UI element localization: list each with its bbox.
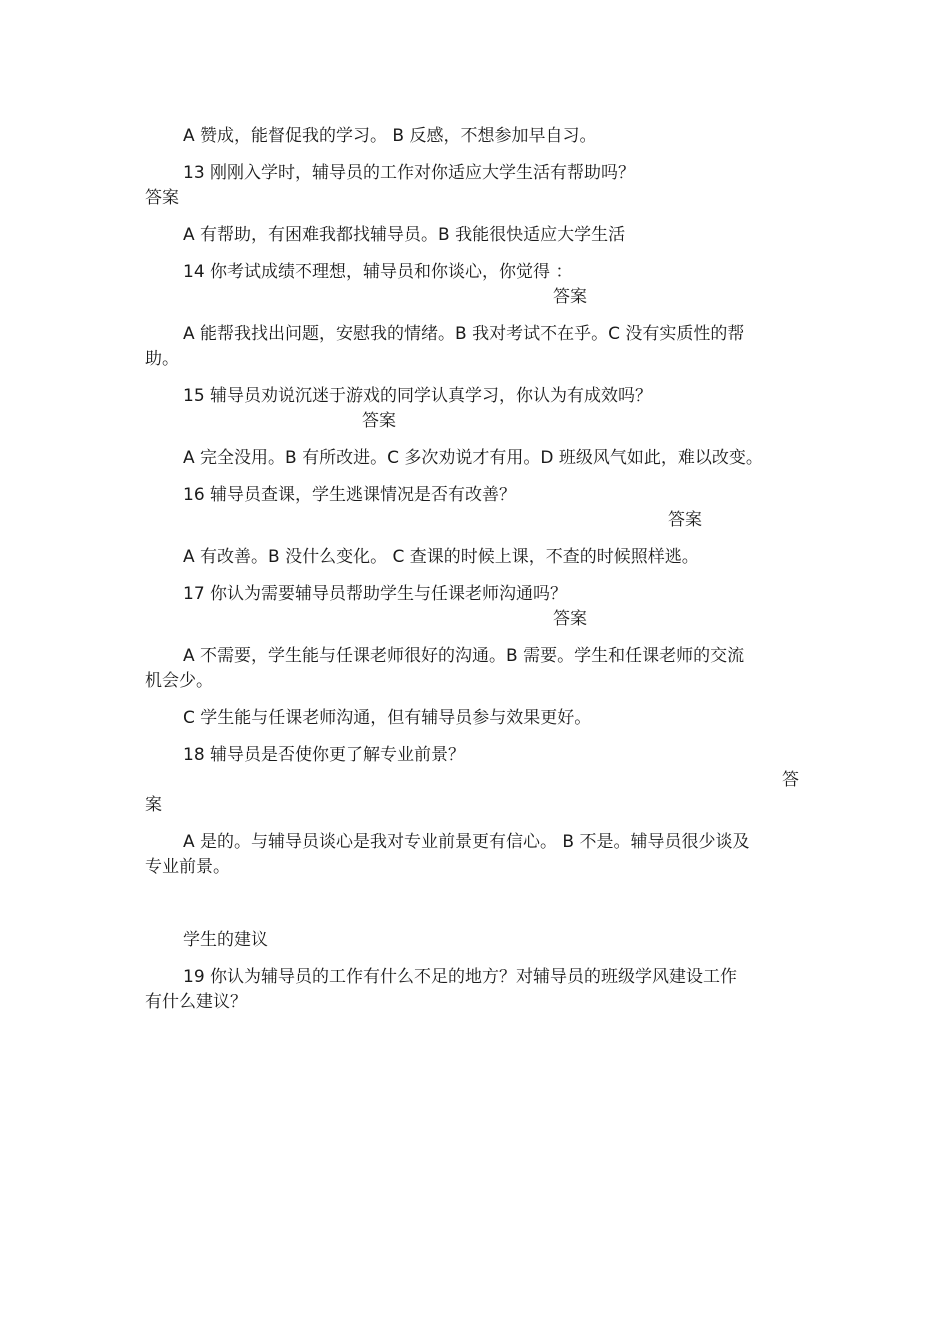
question-16: 16 辅导员查课，学生逃课情况是否有改善？ — [183, 485, 517, 505]
q16-answer-label: 答案 — [668, 510, 702, 530]
q18-options-line1: A 是的。与辅导员谈心是我对专业前景更有信心。 B 不是。辅导员很少谈及 — [183, 832, 750, 852]
question-17: 17 你认为需要辅导员帮助学生与任课老师沟通吗？ — [183, 584, 568, 604]
question-13: 13 刚刚入学时，辅导员的工作对你适应大学生活有帮助吗？ — [183, 163, 636, 183]
q17-options-line2: 机会少。 — [145, 671, 213, 691]
q15-options: A 完全没用。B 有所改进。C 多次劝说才有用。D 班级风气如此，难以改变。 — [183, 448, 763, 468]
q17-options-line3: C 学生能与任课老师沟通，但有辅导员参与效果更好。 — [183, 708, 592, 728]
q16-options: A 有改善。B 没什么变化。 C 查课的时候上课，不查的时候照样逃。 — [183, 547, 699, 567]
q18-options-line2: 专业前景。 — [145, 857, 230, 877]
section-title: 学生的建议 — [183, 930, 268, 950]
q14-options-line1: A 能帮我找出问题，安慰我的情绪。B 我对考试不在乎。C 没有实质性的帮 — [183, 324, 745, 344]
q13-answer-label: 答案 — [145, 188, 179, 208]
q18-answer-label-part1: 答 — [782, 770, 799, 790]
q17-options-line1: A 不需要，学生能与任课老师很好的沟通。B 需要。学生和任课老师的交流 — [183, 646, 745, 666]
q13-options: A 有帮助，有困难我都找辅导员。B 我能很快适应大学生活 — [183, 225, 626, 245]
q18-answer-label-part2: 案 — [145, 795, 162, 815]
q12-options: A 赞成，能督促我的学习。 B 反感，不想参加早自习。 — [183, 126, 597, 146]
question-14: 14 你考试成绩不理想，辅导员和你谈心，你觉得 ： — [183, 262, 573, 282]
question-15: 15 辅导员劝说沉迷于游戏的同学认真学习，你认为有成效吗？ — [183, 386, 653, 406]
q14-answer-label: 答案 — [553, 287, 587, 307]
q15-answer-label: 答案 — [362, 411, 396, 431]
q14-options-line2: 助。 — [145, 349, 179, 369]
question-18: 18 辅导员是否使你更了解专业前景？ — [183, 745, 466, 765]
q17-answer-label: 答案 — [553, 609, 587, 629]
question-19-line1: 19 你认为辅导员的工作有什么不足的地方？对辅导员的班级学风建设工作 — [183, 967, 738, 987]
question-19-line2: 有什么建议？ — [145, 992, 247, 1012]
